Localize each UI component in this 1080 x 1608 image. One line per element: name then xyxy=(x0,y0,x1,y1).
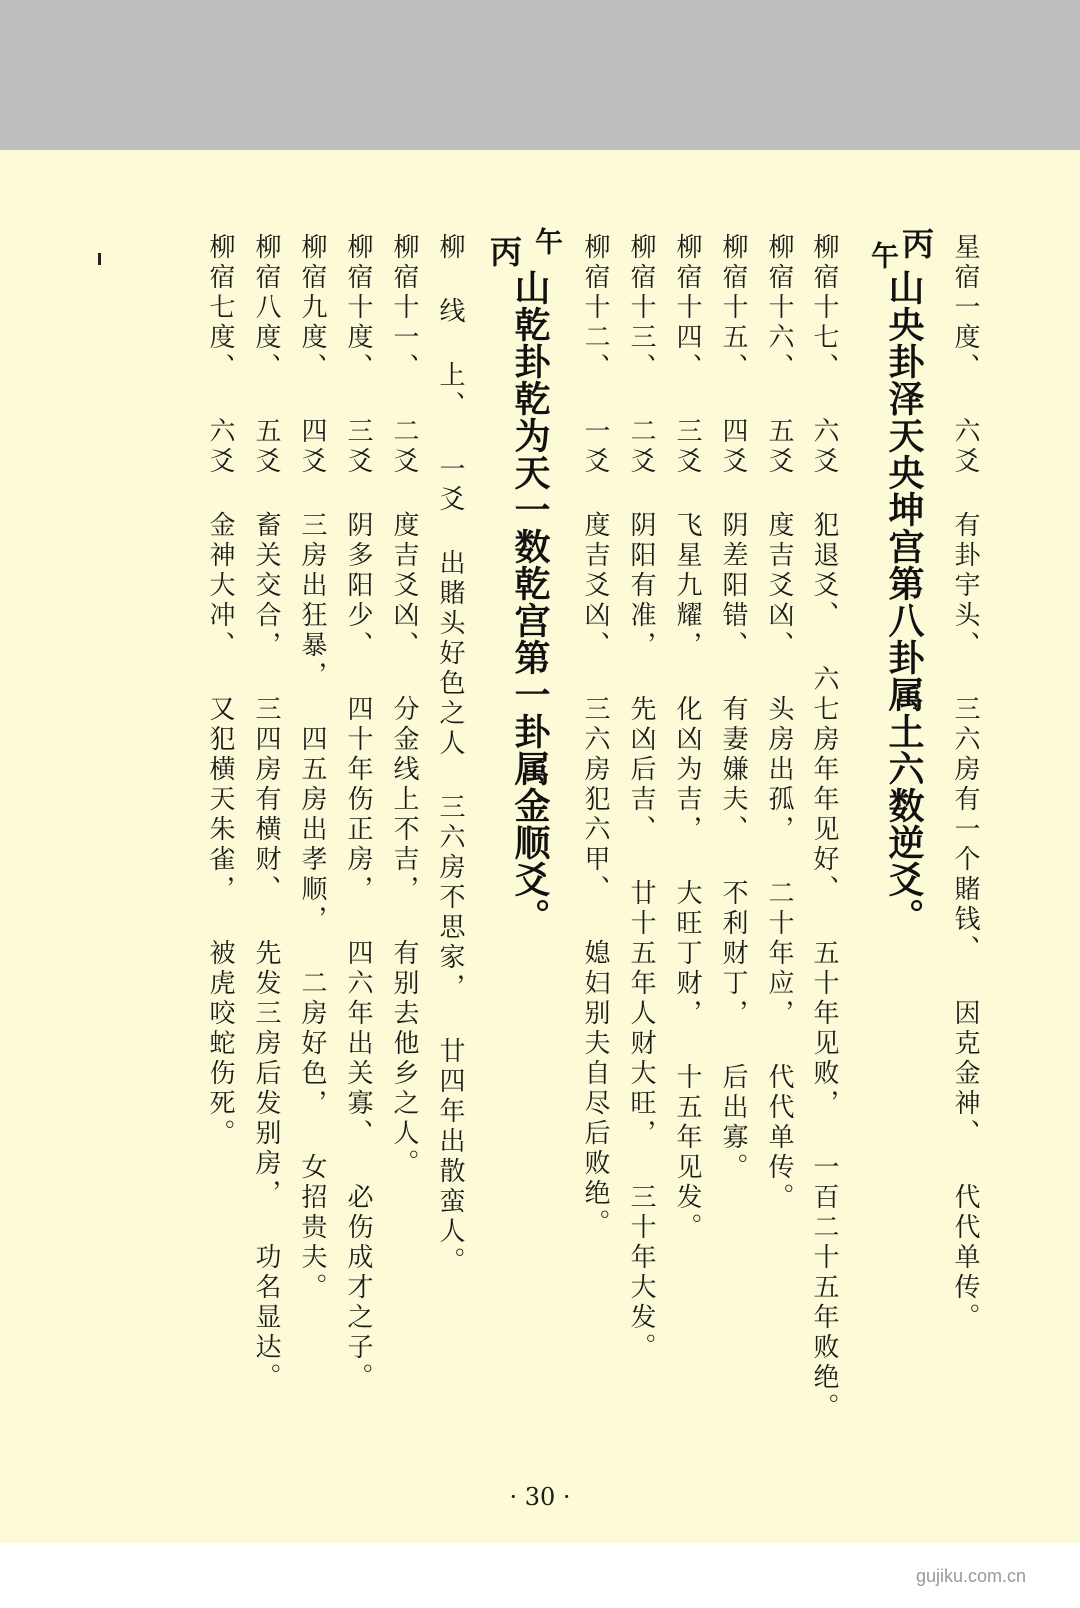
section1-line-5: 柳宿十三、 二爻 阴阳有准， 先凶后吉、 廿十五年人财大旺， 三十年大发。 xyxy=(626,233,656,1363)
section1-line-4: 柳宿十四、 三爻 飞星九耀， 化凶为吉， 大旺丁财， 十五年见发。 xyxy=(672,233,702,1243)
section2-line-4: 柳宿九度、 四爻 三房出狂暴， 四五房出孝顺， 二房好色， 女招贵夫。 xyxy=(297,233,327,1303)
section2-heading xyxy=(485,227,566,1447)
intro-line: 星宿一度、 六爻 有卦宇头、 三六房有一个賭钱、 因克金神、 代代单传。 xyxy=(950,233,980,1333)
section1-mark-small: 午 xyxy=(867,241,900,269)
section1-line-2: 柳宿十六、 五爻 度吉爻凶、 头房出孤， 二十年应， 代代单传。 xyxy=(764,233,794,1213)
section2-title: 山乾卦乾为天一数乾宫第一卦属金顺爻。 xyxy=(509,269,551,935)
book-page xyxy=(0,150,1080,1543)
section2-mark-big: 丙 xyxy=(485,235,523,271)
section2-line-5: 柳宿八度、 五爻 畜关交合， 三四房有横财、 先发三房后发别房， 功名显达。 xyxy=(251,233,281,1393)
page-number: · 30 · xyxy=(509,1483,571,1511)
section2-line-1: 柳 线 上、 一爻 出賭头好色之人 三六房不思家， 廿四年出散蛮人。 xyxy=(435,233,465,1277)
margin-tick-mark xyxy=(98,253,101,265)
section2-line-6: 柳宿七度、 六爻 金神大冲、 又犯横天朱雀， 被虎咬蛇伤死。 xyxy=(205,233,235,1149)
section1-heading xyxy=(868,227,934,1447)
section2-line-3: 柳宿十度、 三爻 阴多阳少、 四十年伤正房， 四六年出关寡、 必伤成才之子。 xyxy=(343,233,373,1393)
section1-mark-big: 丙 xyxy=(897,227,935,263)
site-watermark: gujiku.com.cn xyxy=(915,1566,1026,1586)
section1-line-6: 柳宿十二、 一爻 度吉爻凶、 三六房犯六甲、 媳妇别夫自尽后败绝。 xyxy=(580,233,610,1239)
section1-line-1: 柳宿十七、 六爻 犯退爻、 六七房年年见好、 五十年见败， 一百二十五年败绝。 xyxy=(809,233,839,1423)
top-margin-band xyxy=(0,0,1080,150)
section1-title: 山央卦泽天央坤宫第八卦属土六数逆爻。 xyxy=(883,269,925,935)
section2-mark-small: 午 xyxy=(531,227,564,255)
section1-line-3: 柳宿十五、 四爻 阴差阳错、 有妻嫌夫、 不利财丁， 后出寡。 xyxy=(718,233,748,1183)
section2-line-2: 柳宿十一、 二爻 度吉爻凶、 分金线上不吉， 有别去他乡之人。 xyxy=(389,233,419,1179)
